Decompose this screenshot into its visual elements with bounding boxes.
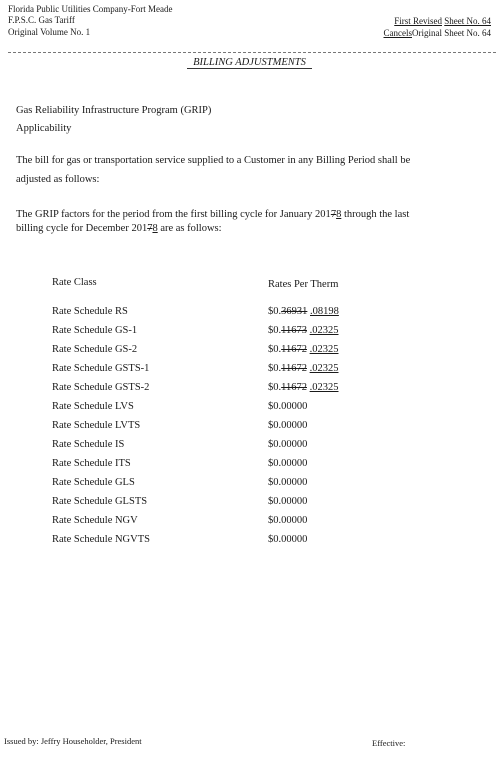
rate-value-cell (268, 515, 307, 526)
rate-class-cell: Rate Schedule GSTS-2 (52, 382, 150, 393)
rate-prefix: $0.00000 (268, 458, 308, 469)
rates-per-therm-header: Rates Per Therm (268, 279, 339, 290)
table-row (0, 515, 499, 533)
paragraph-2-line-2-end: are as follows: (157, 223, 222, 234)
paragraph-2-line-2-text: billing cycle for December 201 (16, 223, 148, 234)
paragraph-1-line-2: adjusted as follows: (16, 174, 100, 185)
paragraph-1-line-1: The bill for gas or transportation service supplied to a Customer in any Billing Period shall be (16, 155, 411, 166)
rate-prefix: $0.00000 (268, 534, 308, 545)
section-title-text: BILLING ADJUSTMENTS (187, 57, 312, 69)
rate-value-cell (268, 363, 339, 374)
rate-new-value: .02325 (309, 363, 339, 374)
rate-new-value: .02325 (309, 344, 339, 355)
rate-value-cell (268, 382, 339, 393)
sheet-revised (394, 16, 491, 26)
rate-value-cell (268, 534, 307, 545)
rate-prefix: $0.00000 (268, 496, 308, 507)
paragraph-2-line-1-end: through the last (341, 209, 410, 220)
rate-value-cell (268, 496, 307, 507)
program-title: Gas Reliability Infrastructure Program (GRIP) (16, 105, 212, 116)
rate-value-cell (268, 477, 307, 488)
rate-old-value: 36931 (281, 306, 308, 317)
rate-value-cell (268, 420, 307, 431)
table-row (0, 325, 499, 343)
table-row (0, 344, 499, 362)
paragraph-2-line-2 (16, 222, 222, 236)
table-row (0, 382, 499, 400)
rate-class-header: Rate Class (52, 277, 97, 288)
table-row (0, 496, 499, 514)
effective-label: Effective: (372, 738, 406, 748)
rate-class-cell: Rate Schedule ITS (52, 458, 131, 469)
rate-new-value: .02325 (309, 325, 339, 336)
sheet-cancels-label: Cancels (383, 28, 412, 38)
rate-value-cell (268, 306, 339, 317)
sheet-cancels-number: Original Sheet No. 64 (412, 28, 491, 38)
rate-class-cell: Rate Schedule RS (52, 306, 128, 317)
year-new-digit: 8 (152, 223, 158, 234)
rate-class-cell: Rate Schedule LVS (52, 401, 134, 412)
applicability-heading: Applicability (16, 123, 72, 134)
rate-class-cell: Rate Schedule NGVTS (52, 534, 150, 545)
rate-class-cell: Rate Schedule LVTS (52, 420, 141, 431)
rate-prefix: $0.00000 (268, 439, 308, 450)
rate-prefix: $0. (268, 344, 282, 355)
table-row (0, 534, 499, 552)
header-rule-top (8, 52, 496, 53)
rate-class-cell: Rate Schedule GLSTS (52, 496, 148, 507)
rate-class-cell: Rate Schedule GLS (52, 477, 135, 488)
year-old-digit: 7 (147, 223, 153, 234)
rate-new-value: .08198 (310, 306, 339, 317)
rate-prefix: $0.00000 (268, 515, 308, 526)
rate-new-value: .02325 (309, 382, 339, 393)
section-title (0, 57, 499, 68)
table-row (0, 306, 499, 324)
rate-old-value: 11673 (281, 325, 307, 336)
table-row (0, 363, 499, 381)
paragraph-2-line-1 (16, 208, 409, 222)
rate-prefix: $0.00000 (268, 477, 308, 488)
table-row (0, 401, 499, 419)
rate-prefix: $0. (268, 382, 282, 393)
rate-class-cell: Rate Schedule NGV (52, 515, 138, 526)
rate-old-value: 11672 (281, 382, 307, 393)
rate-value-cell (268, 439, 307, 450)
rate-class-cell: Rate Schedule GS-1 (52, 325, 138, 336)
rate-class-cell: Rate Schedule GS-2 (52, 344, 138, 355)
rate-value-cell (268, 325, 339, 336)
rate-value-cell (268, 458, 307, 469)
table-row (0, 439, 499, 457)
year-new-digit: 8 (336, 209, 342, 220)
tariff-name: F.P.S.C. Gas Tariff (8, 15, 75, 25)
rate-class-cell: Rate Schedule IS (52, 439, 125, 450)
rate-class-cell: Rate Schedule GSTS-1 (52, 363, 150, 374)
rate-prefix: $0.00000 (268, 420, 308, 431)
sheet-revised-label: First Revised (394, 16, 442, 26)
rate-value-cell (268, 401, 307, 412)
tariff-volume: Original Volume No. 1 (8, 27, 91, 37)
sheet-cancels (384, 28, 492, 38)
sheet-revised-number: Sheet No. 64 (444, 16, 491, 26)
table-row (0, 477, 499, 495)
rate-old-value: 11672 (281, 344, 307, 355)
company-name: Florida Public Utilities Company-Fort Meade (8, 4, 173, 14)
rate-old-value: 11672 (281, 363, 307, 374)
rate-prefix: $0. (268, 306, 282, 317)
rate-prefix: $0. (268, 325, 282, 336)
table-row (0, 420, 499, 438)
issued-by: Issued by: Jeffry Householder, President (4, 736, 142, 746)
rate-prefix: $0.00000 (268, 401, 308, 412)
rate-prefix: $0. (268, 363, 282, 374)
year-old-digit: 7 (330, 209, 337, 220)
paragraph-2-line-1-text: The GRIP factors for the period from the first billing cycle for January 201 (16, 209, 331, 220)
rate-value-cell (268, 344, 339, 355)
table-row (0, 458, 499, 476)
